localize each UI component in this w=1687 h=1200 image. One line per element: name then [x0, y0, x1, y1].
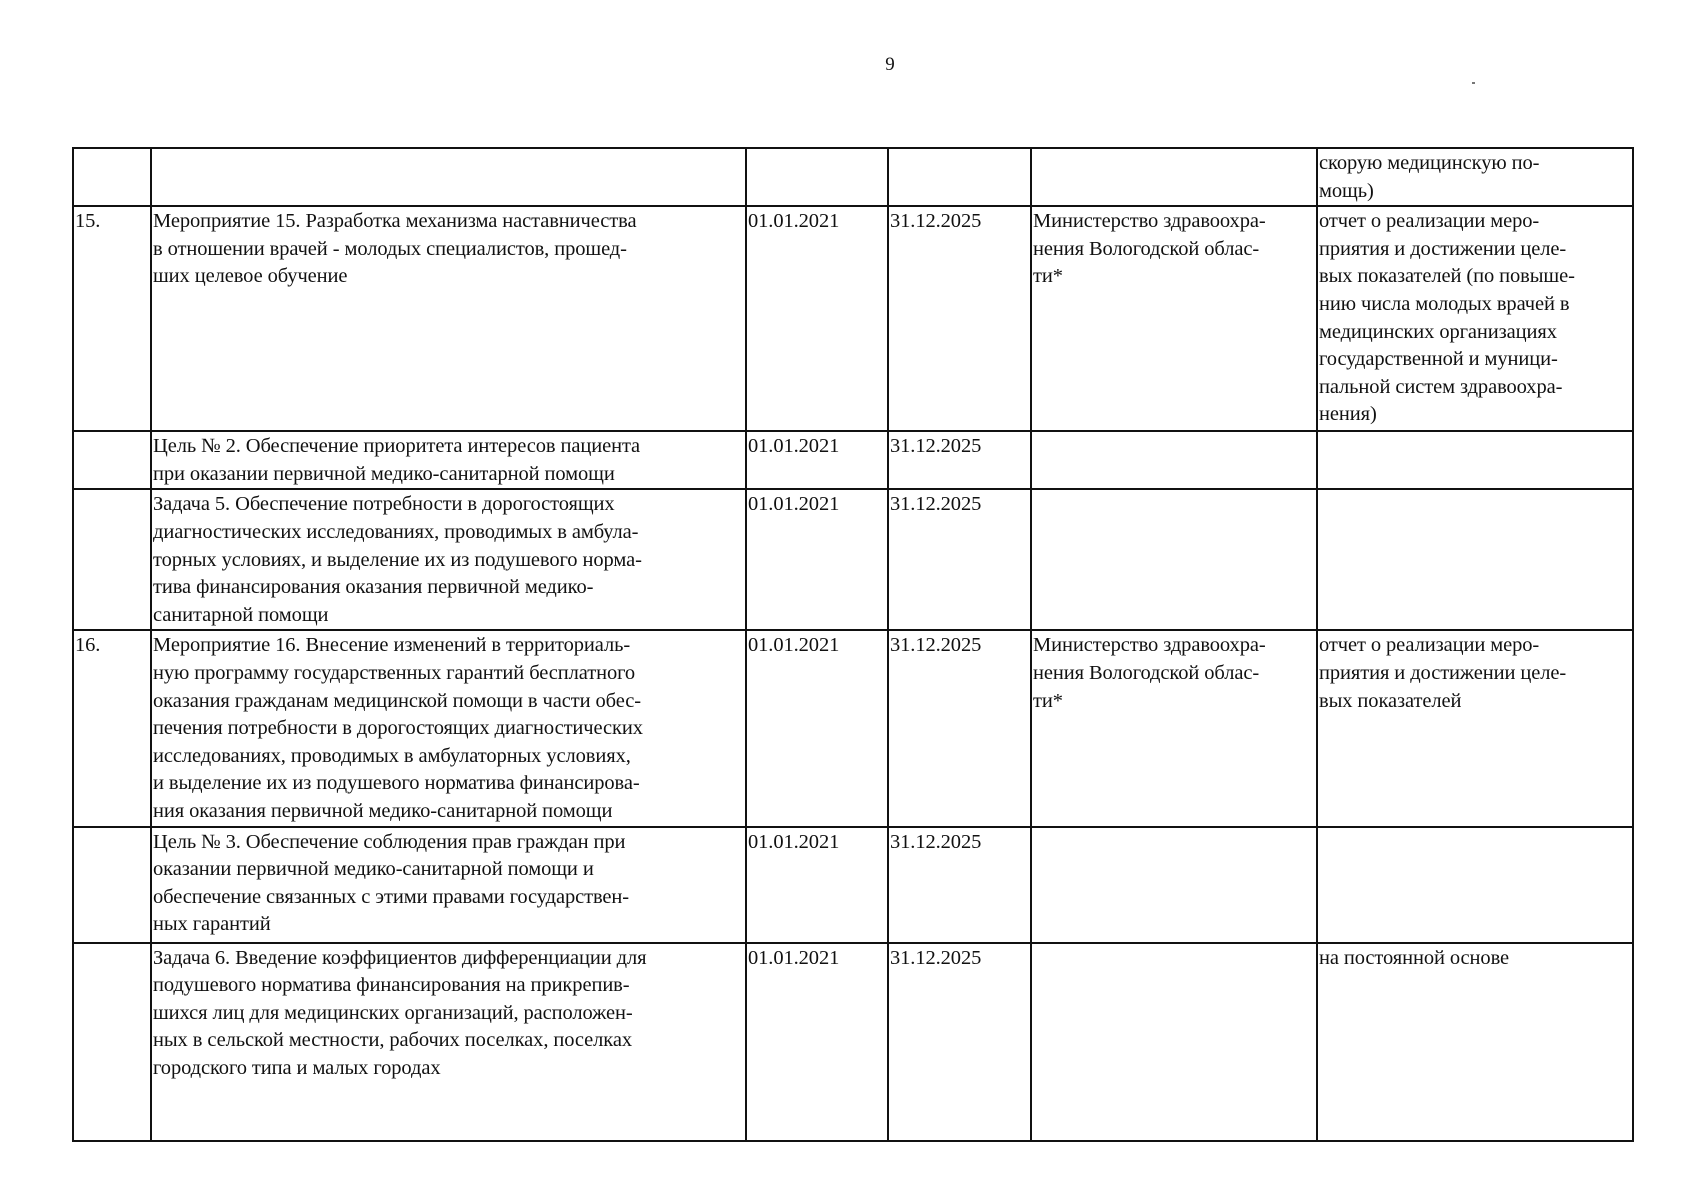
cell-executor [1031, 148, 1317, 206]
cell-result: на постоянной основе [1317, 943, 1633, 1141]
cell-end-date: 31.12.2025 [888, 827, 1031, 943]
cell-start-date: 01.01.2021 [746, 431, 888, 489]
page-number: 9 [885, 54, 895, 75]
cell-name: Мероприятие 15. Разработка механизма наставничества в отношении врачей - молодых специалистов, прошед- ших целевое обучение [151, 206, 746, 431]
cell-start-date [746, 148, 888, 206]
cell-name: Мероприятие 16. Внесение изменений в территориаль- ную программу государственных гарантий бесплатного оказания гражданам медицинской помощи в части обес- печения потребности в дорогостоящих диагностических исследованиях, проводимых в амбулаторных условиях, и выделение их из подушевого норматива финансирова- ния оказания первичной медико-санитарной помощи [151, 630, 746, 826]
cell-number [73, 148, 151, 206]
cell-number [73, 943, 151, 1141]
cell-start-date: 01.01.2021 [746, 827, 888, 943]
table-row [73, 630, 1633, 826]
table-row [73, 206, 1633, 431]
cell-end-date: 31.12.2025 [888, 431, 1031, 489]
cell-number [73, 489, 151, 630]
table-row [73, 489, 1633, 630]
cell-end-date [888, 148, 1031, 206]
cell-number: 16. [73, 630, 151, 826]
cell-end-date: 31.12.2025 [888, 489, 1031, 630]
cell-start-date: 01.01.2021 [746, 206, 888, 431]
cell-result [1317, 827, 1633, 943]
cell-executor [1031, 827, 1317, 943]
cell-executor: Министерство здравоохра- нения Вологодской облас- ти* [1031, 630, 1317, 826]
cell-executor [1031, 943, 1317, 1141]
cell-end-date: 31.12.2025 [888, 943, 1031, 1141]
cell-end-date: 31.12.2025 [888, 630, 1031, 826]
cell-number [73, 431, 151, 489]
cell-result: скорую медицинскую по- мощь) [1317, 148, 1633, 206]
table-row [73, 148, 1633, 206]
cell-name [151, 148, 746, 206]
cell-name: Цель № 3. Обеспечение соблюдения прав граждан при оказании первичной медико-санитарной помощи и обеспечение связанных с этими правами государствен- ных гарантий [151, 827, 746, 943]
cell-result [1317, 489, 1633, 630]
cell-executor: Министерство здравоохра- нения Вологодской облас- ти* [1031, 206, 1317, 431]
cell-executor [1031, 431, 1317, 489]
cell-number: 15. [73, 206, 151, 431]
cell-start-date: 01.01.2021 [746, 489, 888, 630]
cell-executor [1031, 489, 1317, 630]
cell-start-date: 01.01.2021 [746, 630, 888, 826]
table-row [73, 827, 1633, 943]
table-row [73, 431, 1633, 489]
table-row [73, 943, 1633, 1141]
cell-name: Задача 6. Введение коэффициентов дифференциации для подушевого норматива финансирования на прикрепив- шихся лиц для медицинских организаций, расположен- ных в сельской местности, рабочих поселках, поселках городского типа и малых городах [151, 943, 746, 1141]
cell-result [1317, 431, 1633, 489]
cell-name: Задача 5. Обеспечение потребности в дорогостоящих диагностических исследованиях, проводимых в амбула- торных условиях, и выделение их из подушевого норма- тива финансирования оказания первичной медико- санитарной помощи [151, 489, 746, 630]
scan-speck [1472, 82, 1475, 84]
cell-result: отчет о реализации меро- приятия и достижении целе- вых показателей (по повыше- нию числа молодых врачей в медицинских организациях государственной и муници- пальной систем здравоохра- нения) [1317, 206, 1633, 431]
cell-number [73, 827, 151, 943]
cell-result: отчет о реализации меро- приятия и достижении целе- вых показателей [1317, 630, 1633, 826]
cell-end-date: 31.12.2025 [888, 206, 1031, 431]
cell-name: Цель № 2. Обеспечение приоритета интересов пациента при оказании первичной медико-санитарной помощи [151, 431, 746, 489]
cell-start-date: 01.01.2021 [746, 943, 888, 1141]
action-plan-table [72, 147, 1634, 1142]
